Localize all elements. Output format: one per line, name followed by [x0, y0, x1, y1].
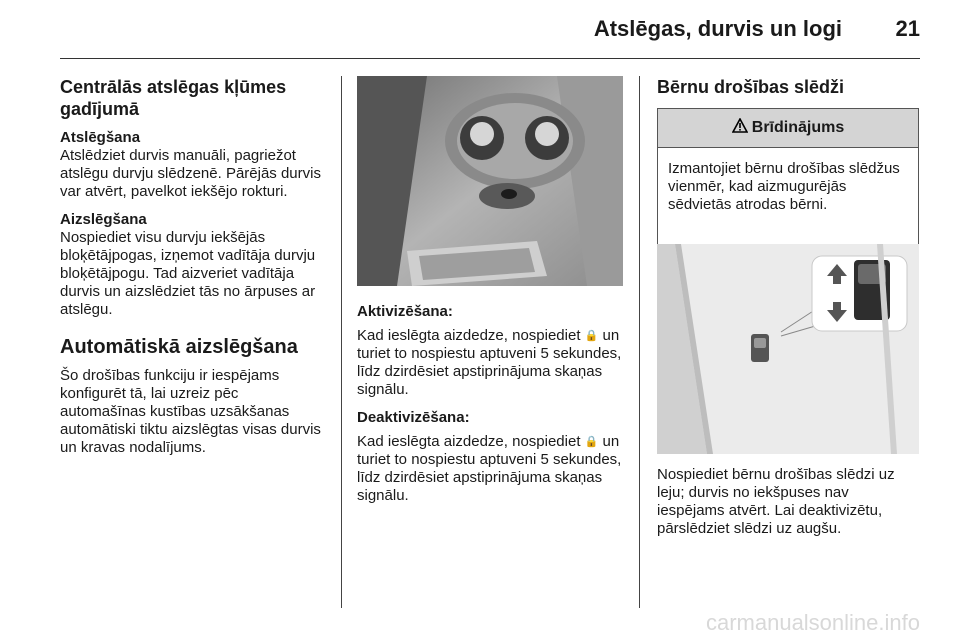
- child-lock-door-illustration: [657, 244, 919, 454]
- warning-triangle-icon: [732, 118, 748, 138]
- warning-header: [658, 109, 918, 148]
- page-header: [0, 0, 960, 60]
- warning-text: Izmantojiet bērnu drošības slēdžus vienmēr, kad aizmugurējās sēdvietās atrodas bērni.: [668, 160, 900, 213]
- text: Kad ieslēgta aizdedze, nospiediet: [357, 433, 581, 450]
- subheading-unlocking: Atslēgšana: [60, 129, 141, 146]
- paragraph: [357, 433, 623, 505]
- column-divider: [639, 76, 640, 608]
- column-3-text: [657, 466, 919, 547]
- warning-box: [657, 108, 919, 264]
- overhead-console-photo: [357, 76, 623, 286]
- column-divider: [341, 76, 342, 608]
- section-heading: Automātiskā aizslēgšana: [60, 336, 298, 358]
- warning-title: Brīdinājums: [751, 119, 845, 136]
- header-rule: [60, 58, 920, 59]
- paragraph: Nospiediet visu durvju iekšējās bloķētājpogas, izņemot vadītāja durvju bloķētājpogu. Tad aizveriet vadītāja durvis un aizslēdziet tās no ārpuses ar atslēgu.: [60, 229, 316, 318]
- watermark: carmanualsonline.info: [705, 610, 920, 635]
- paragraph: [357, 327, 623, 399]
- text: un turiet to nospiestu aptuveni 5 sekundes, līdz dzirdēsiet apstiprinājuma skaņas signālu.: [357, 433, 622, 504]
- column-2-text: [357, 302, 623, 514]
- lock-icon: 🔒: [584, 436, 599, 448]
- column-3: [657, 76, 919, 106]
- lock-icon: 🔒: [584, 330, 599, 342]
- column-1: [60, 76, 322, 466]
- paragraph: Nospiediet bērnu drošības slēdzi uz leju; durvis no iekšpuses nav iespējams atvērt. Lai deaktivizētu, pārslēdziet slēdzi uz augšu.: [657, 466, 895, 537]
- subheading-locking: Aizslēgšana: [60, 211, 147, 228]
- text: un turiet to nospiestu aptuveni 5 sekundes, līdz dzirdēsiet apstiprinājuma skaņas signālu.: [357, 327, 622, 398]
- subheading-activation: Aktivizēšana:: [357, 303, 453, 320]
- paragraph: Atslēdziet durvis manuāli, pagriežot atslēgu durvju slēdzenē. Pārējās durvis var atvērt, pavelkot iekšējo rokturi.: [60, 147, 321, 200]
- text: Kad ieslēgta aizdedze, nospiediet: [357, 327, 581, 344]
- paragraph: Šo drošības funkciju ir iespējams konfigurēt tā, lai uzreiz pēc automašīnas kustības uzsākšanas automātiski tiktu aizslēgtas visas durvis un kravas nodalījums.: [60, 367, 321, 456]
- section-heading: Centrālās atslēgas kļūmes gadījumā: [60, 77, 287, 119]
- section-heading: Bērnu drošības slēdži: [657, 77, 845, 97]
- page-title: Atslēgas, durvis un logi: [593, 16, 842, 41]
- page-number: 21: [895, 16, 920, 41]
- subheading-deactivation: Deaktivizēšana:: [357, 409, 470, 426]
